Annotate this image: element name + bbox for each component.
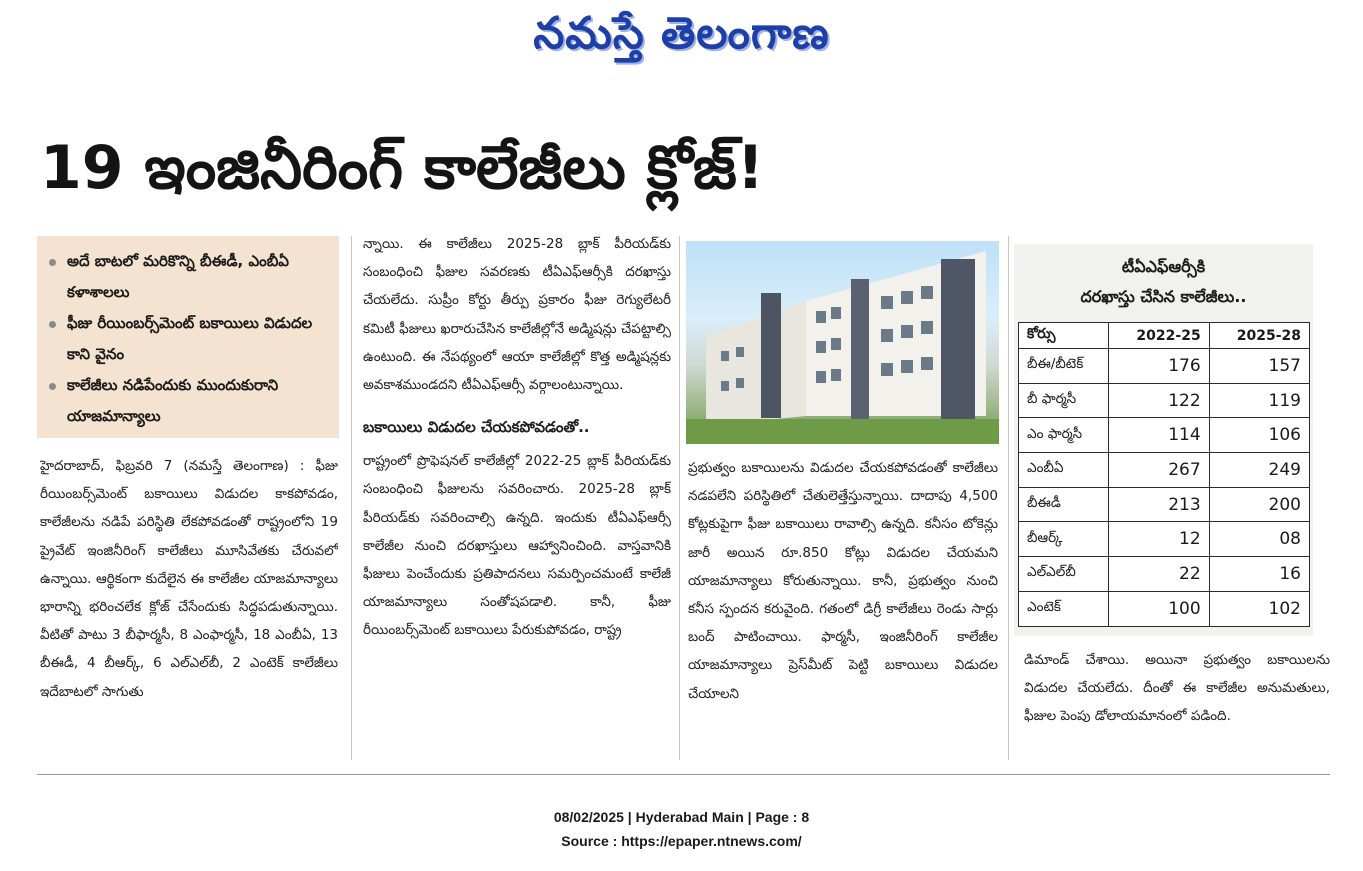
course-cell: బీఆర్క్ [1019,522,1109,557]
column-2-para-2: రాష్ట్రంలో ప్రొఫెషనల్ కాలేజీల్లో 2022-25 బ్లాక్ పీరియడ్‌కు సంబంధించి ఫీజులను సవరించారు. 2025-28 బ్లాక్ పీరియడ్‌కు సవరించాల్సి ఉన్నది. ఇందుకు టీఏఎఫ్ఆర్సీ కాలేజీల నుంచి దరఖాస్తులు ఆహ్వానించింది. వాస్తవానికి ఫీజులు పెంచేందుకు ప్రతిపాదనలు సమర్పించమంటే కాలేజీ యాజమాన్యాలు సంతోషపడాలి. కానీ, ఫీజు రీయింబర్స్‌మెంట్ బకాయిలు పేరుకుపోవడం, రాష్ట్ర [363,453,671,639]
column-4-text: డిమాండ్ చేశాయి. అయినా ప్రభుత్వం బకాయిలను విడుదల చేయలేదు. దీంతో ఈ కాలేజీల అనుమతులు, ఫీజుల పెంపు డోలాయమానంలో పడింది. [1024,652,1330,725]
header-course: కోర్సు [1019,323,1109,349]
college-building-photo [686,241,999,444]
highlight-item: కాలేజీలు నడిపేందుకు ముందుకురాని యాజమాన్యాలు [45,370,333,432]
table-row [1019,487,1310,522]
table-row [1019,591,1310,626]
course-cell: ఎంబీఏ [1019,453,1109,488]
course-cell: ఎం ఫార్మసీ [1019,418,1109,453]
course-cell: ఎల్ఎల్‌బీ [1019,557,1109,592]
value-2025-28: 08 [1209,522,1309,557]
column-2-para-1: న్నాయి. ఈ కాలేజీలు 2025-28 బ్లాక్ పీరియడ్‌కు సంబంధించి ఫీజుల సవరణకు టీఏఎఫ్ఆర్సీకి దరఖాస్తు చేయలేదు. సుప్రీం కోర్టు తీర్పు ప్రకారం ఫీజు రెగ్యులేటరీ కమిటీ ఫీజులు ఖరారుచేసిన కాలేజీల్లోనే అడ్మిషన్లు చేపట్టాల్సి ఉంటుంది. ఈ నేపథ్యంలో ఆయా కాలేజీల్లో కొత్త అడ్మిషన్లకు అవకాశముండదని టీఏఎఫ్ఆర్సీ వర్గాలంటున్నాయి. [363,236,671,394]
table-row [1019,349,1310,384]
column-divider [1008,236,1009,760]
value-2025-28: 157 [1209,349,1309,384]
bottom-divider [37,774,1330,775]
highlight-item: అదే బాటలో మరికొన్ని బీఈడీ, ఎంబీఏ కళాశాలలు [45,246,333,308]
value-2022-25: 176 [1109,349,1209,384]
highlights-box [37,236,339,438]
column-3-text: ప్రభుత్వం బకాయిలను విడుదల చేయకపోవడంతో కాలేజీలు నడపలేని పరిస్థితిలో చేతులెత్తేస్తున్నాయి. దాదాపు 4,500 కోట్లకుపైగా ఫీజు బకాయిలు రావాల్సి ఉన్నది. కనీసం టోకెన్లు జారీ అయిన రూ.850 కోట్లు విడుదల చేయమని యాజమాన్యాలు కోరుతున్నాయి. కానీ, ప్రభుత్వం నుంచి కనీస స్పందన కరువైంది. గతంలో డిగ్రీ కాలేజీలు రెండు సార్లు బంద్ పాటించాయి. ఫార్మసీ, ఇంజినీరింగ్ కాలేజీల యాజమాన్యాలు ప్రెస్‌మీట్ పెట్టి బకాయిలు విడుదల చేయాలని [688,460,998,702]
table-row [1019,418,1310,453]
value-2025-28: 249 [1209,453,1309,488]
article-column-2 [363,230,671,762]
article-column-3 [688,454,998,762]
headline: 19 ఇంజినీరింగ్ కాలేజీలు క్లోజ్! [40,133,765,203]
table-row [1019,557,1310,592]
course-cell: బీ ఫార్మసీ [1019,383,1109,418]
stats-table-box [1014,244,1313,636]
value-2022-25: 114 [1109,418,1209,453]
course-cell: బీఈ/బీటెక్ [1019,349,1109,384]
value-2025-28: 200 [1209,487,1309,522]
table-title-line-2: దరఖాస్తు చేసిన కాలేజీలు.. [1080,287,1247,306]
table-header-row [1019,323,1310,349]
subheading: బకాయిలు విడుదల చేయకపోవడంతో.. [363,418,590,437]
column-1-text: హైదరాబాద్, ఫిబ్రవరి 7 (నమస్తే తెలంగాణ) : ఫీజు రీయింబర్స్‌మెంట్ బకాయిలు విడుదల కాకపోవడం, కాలేజీలను నడిపే పరిస్థితి లేకపోవడంతో రాష్ట్రంలోని 19 ప్రైవేట్ ఇంజినీరింగ్ కాలేజీలు మూసివేతకు చేరువలో ఉన్నాయి. ఆర్థికంగా కుదేలైన ఈ కాలేజీల యాజమాన్యాలు భారాన్ని భరించలేక క్లోజ్ చేసేందుకు సిద్ధపడుతున్నాయి. వీటితో పాటు 3 బీఫార్మసీ, 8 ఎంఫార్మసీ, 18 ఎంబీఏ, 13 బీఈడీ, 4 బీఆర్క్, 6 ఎల్ఎల్‌బీ, 2 ఎంటెక్ కాలేజీలు ఇదేబాటలో సాగుతు [40,458,338,700]
value-2022-25: 267 [1109,453,1209,488]
footer-source: Source : https://epaper.ntnews.com/ [561,833,802,849]
article-column-4 [1024,646,1330,764]
value-2025-28: 102 [1209,591,1309,626]
stats-table [1018,322,1310,627]
article-column-1 [40,452,338,762]
value-2025-28: 106 [1209,418,1309,453]
value-2022-25: 22 [1109,557,1209,592]
table-row [1019,453,1310,488]
value-2025-28: 16 [1209,557,1309,592]
value-2022-25: 213 [1109,487,1209,522]
header-2025-28: 2025-28 [1209,323,1309,349]
table-row [1019,383,1310,418]
highlight-item: ఫీజు రీయింబర్స్‌మెంట్ బకాయిలు విడుదల కాని వైనం [45,308,333,370]
column-divider [679,236,680,760]
value-2022-25: 122 [1109,383,1209,418]
column-divider [351,236,352,760]
header-2022-25: 2022-25 [1109,323,1209,349]
masthead-logo: నమస్తే తెలంగాణ [533,8,830,59]
table-title-line-1: టీఏఎఫ్ఆర్సీకి [1121,257,1206,276]
building-illustration [686,241,999,444]
footer-edition: 08/02/2025 | Hyderabad Main | Page : 8 [553,809,810,825]
value-2025-28: 119 [1209,383,1309,418]
course-cell: బీఈడీ [1019,487,1109,522]
value-2022-25: 100 [1109,591,1209,626]
value-2022-25: 12 [1109,522,1209,557]
course-cell: ఎంటెక్ [1019,591,1109,626]
table-row [1019,522,1310,557]
